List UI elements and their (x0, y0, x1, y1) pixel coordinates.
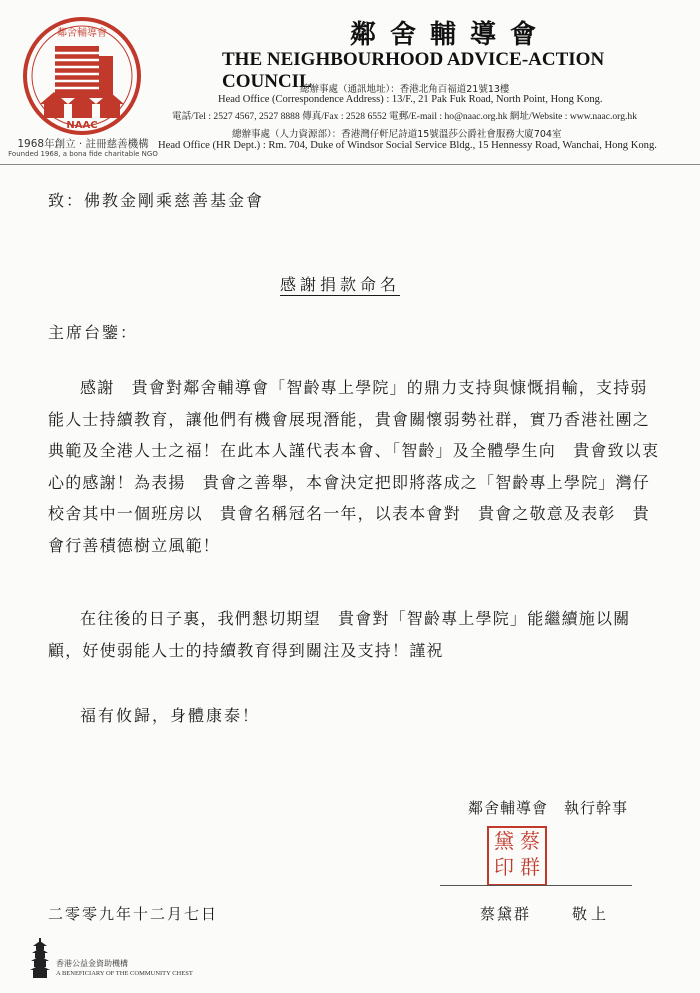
signature-line (440, 885, 632, 886)
community-chest-en: A BENEFICIARY OF THE COMMUNITY CHEST (56, 970, 193, 977)
logo-caption-zh: 1968年創立 · 註冊慈善機構 (17, 138, 149, 150)
signer-name: 蔡黛群 (480, 905, 532, 923)
hr-office-address-en: Head Office (HR Dept.) : Rm. 704, Duke of Windsor Social Service Bldg., 15 Hennessy Road, Wanchai, Hong Kong. (158, 140, 657, 151)
red-seal-stamp (487, 826, 547, 886)
salutation: 主席台鑒： (48, 323, 139, 342)
org-name-zh: 鄰舍輔導會 (349, 20, 550, 50)
sign-off: 敬上 (572, 905, 611, 923)
seal-char: 印 (494, 855, 514, 879)
header-divider (0, 164, 700, 165)
hr-office-address-zh: 總辦事處（人力資源部）：香港灣仔軒尼詩道15號溫莎公爵社會服務大廈704室 (232, 129, 562, 140)
logo-caption-en: Founded 1968, a bona fide charitable NGO (8, 150, 158, 158)
letter-date: 二零零九年十二月七日 (48, 905, 219, 923)
head-office-address-zh: 總辦事處（通訊地址）：香港北角百福道21號13樓 (300, 84, 510, 95)
recipient-line: 致：佛教金剛乘慈善基金會 (48, 191, 265, 210)
community-chest-zh: 香港公益金資助機構 (56, 959, 128, 968)
seal-char: 群 (520, 855, 540, 879)
body-paragraph-1: 感謝 貴會對鄰舍輔導會「智齡專上學院」的鼎力支持與慷慨捐輸，支持弱能人士持續教育，讓他們有機會展現潛能，貴會關懷弱勢社群，實乃香港社團之典範及全港人士之福！在此本人謹代表本會、「智齡」及全體學生向 貴會致以衷心的感謝！為表揚 貴會之善舉，本會決定把即將落成之「智齡專上學院」灣仔校舍其中一個班房以 貴會名稱冠名一年，以表本會對 貴會之敬意及表彰 貴會行善積德樹立風範！ (48, 378, 660, 555)
naac-logo (22, 16, 142, 136)
contact-line: 電話/Tel : 2527 4567, 2527 8888 傳真/Fax : 2528 6552 電郵/E-mail : ho@naac.org.hk 網址/Website : www.naac.org.hk (172, 111, 637, 122)
closing-blessing: 福有攸歸，身體康泰！ (80, 706, 261, 725)
seal-char: 黛 (494, 829, 514, 853)
sender-title: 鄰舍輔導會 執行幹事 (468, 799, 629, 817)
body-paragraph-2: 在往後的日子裏，我們懇切期望 貴會對「智齡專上學院」能繼續施以關顧，好使弱能人士的持續教育得到關注及支持！謹祝 (48, 609, 631, 660)
org-name-en: THE NEIGHBOURHOOD ADVICE-ACTION COUNCIL (222, 49, 605, 92)
seal-char: 蔡 (520, 829, 540, 853)
community-chest-pagoda-icon (30, 938, 50, 978)
logo-abbr: NAAC (66, 120, 98, 131)
letter-subject: 感謝捐款命名 (280, 275, 401, 294)
logo-text-top: 鄰舍輔導會 (57, 28, 107, 39)
head-office-address-en: Head Office (Correspondence Address) : 13/F., 21 Pak Fuk Road, North Point, Hong Kong. (218, 94, 603, 105)
